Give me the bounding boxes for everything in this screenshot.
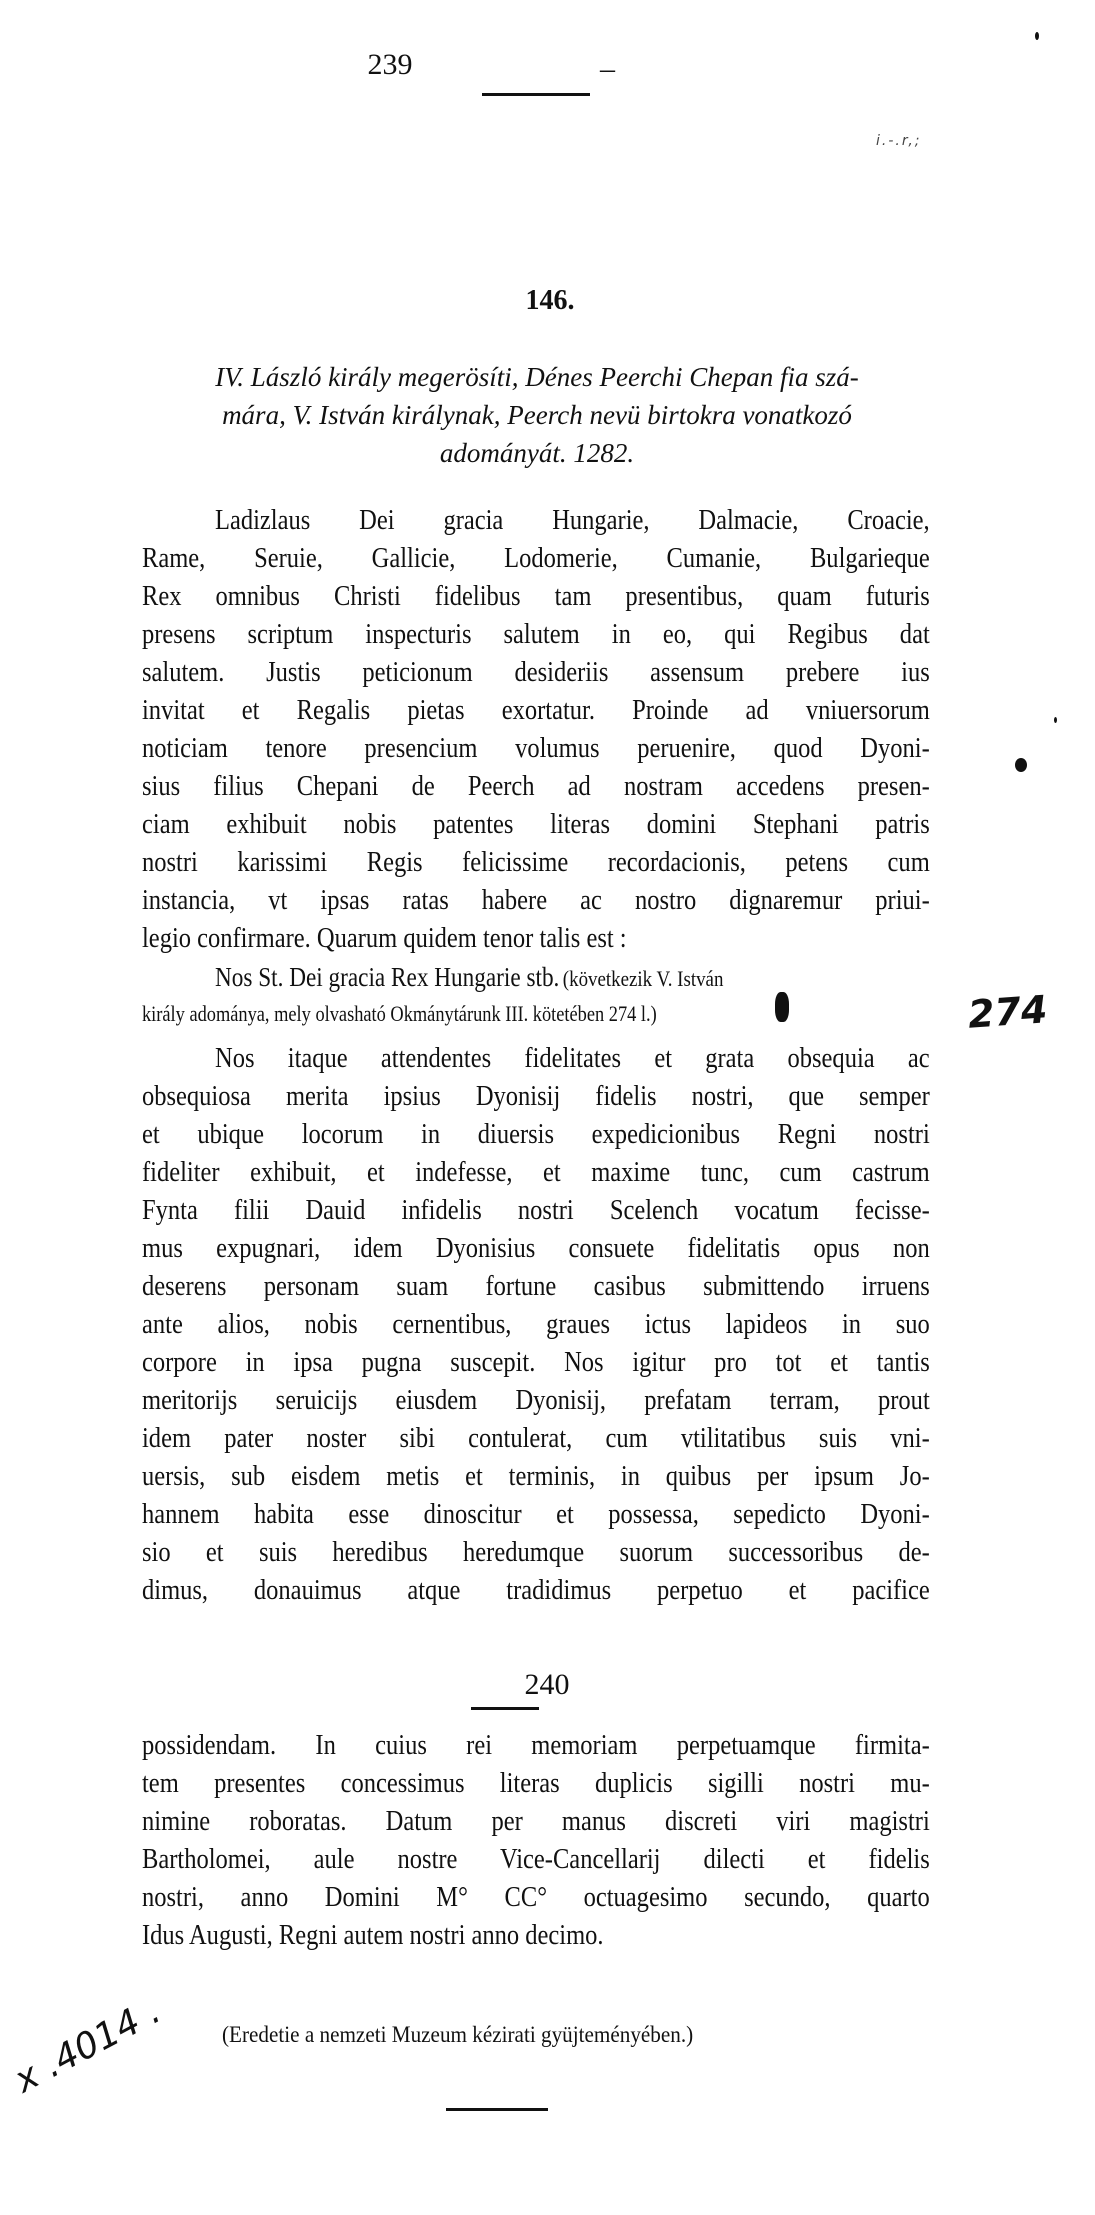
ink-dot [1015,758,1027,772]
body-line: hannem habita esse dinoscitur et possessa, sepedicto Dyoni- [142,1499,930,1530]
body-line: dimus, donauimus atque tradidimus perpetuo et pacifice [142,1575,930,1606]
margin-handwritten-number: 274 [966,987,1049,1037]
ink-dot [1054,717,1057,723]
heading-line: IV. László király megerösíti, Dénes Peerchi Chepan fia szá- [215,362,859,392]
body-line: Bartholomei, aule nostre Vice-Cancellarij dilecti et fidelis [142,1844,930,1875]
page-number: 239 [367,48,413,81]
body-line: ciam exhibuit nobis patentes literas domini Stephani patris [142,809,930,840]
insert-line-1 [215,962,723,993]
body-line: invitat et Regalis pietas exortatur. Proinde ad vniuersorum [142,695,930,726]
body-line: nostri karissimi Regis felicissime recordacionis, petens cum [142,847,930,878]
handwritten-annotation: x .4014 . [8,1990,168,2102]
body-line: corpore in ipsa pugna suscepit. Nos igitur pro tot et tantis [142,1347,930,1378]
body-line: salutem. Justis peticionum desideriis assensum prebere ius [142,657,930,688]
body-line: Rex omnibus Christi fidelibus tam presentibus, quam futuris [142,581,930,612]
body-line: Rame, Seruie, Gallicie, Lodomerie, Cumanie, Bulgarieque [142,543,930,574]
body-line: tem presentes concessimus literas duplicis sigilli nostri mu- [142,1768,930,1799]
body-line: ante alios, nobis cernentibus, graues ictus lapideos in suo [142,1309,930,1340]
heading-line: mára, V. István királynak, Peerch nevü birtokra vonatkozó [222,400,852,430]
body-line: Ladizlaus Dei gracia Hungarie, Dalmacie, Croacie, [215,505,930,536]
handwritten-scribble: i.-.r,; [876,133,922,149]
body-line: uersis, sub eisdem metis et terminis, in quibus per ipsum Jo- [142,1461,930,1492]
ink-blot [775,992,789,1022]
body-line: instancia, vt ipsas ratas habere ac nostro dignaremur priui- [142,885,930,916]
body-line: Fynta filii Dauid infidelis nostri Scelench vocatum fecisse- [142,1195,930,1226]
body-line: sius filius Chepani de Peerch ad nostram accedens presen- [142,771,930,802]
body-line: mus expugnari, idem Dyonisius consuete fidelitatis opus non [142,1233,930,1264]
ink-spot [1035,32,1039,40]
body-line: et ubique locorum in diuersis expedicionibus Regni nostri [142,1119,930,1150]
document-number: 146. [525,285,575,316]
body-line: fideliter exhibuit, et indefesse, et maxime tunc, cum castrum [142,1157,930,1188]
body-line: noticiam tenore presencium volumus peruenire, quod Dyoni- [142,733,930,764]
heading-line: adományát. 1282. [439,438,635,468]
body-line: obsequiosa merita ipsius Dyonisij fidelis nostri, que semper [142,1081,930,1112]
insert-line-2: király adománya, mely olvasható Okmánytárunk III. kötetében 274 l.) [142,1001,657,1026]
body-line: possidendam. In cuius rei memoriam perpetuamque firmita- [142,1730,930,1761]
page-number-2: 240 [524,1668,570,1701]
end-rule [446,2108,548,2111]
insert-note: (következik V. István [562,966,724,991]
document-heading [142,358,932,472]
body-line: presens scriptum inspecturis salutem in eo, qui Regibus dat [142,619,930,650]
body-line: Nos itaque attendentes fidelitates et grata obsequia ac [215,1043,930,1074]
body-line: sio et suis heredibus heredumque suorum successoribus de- [142,1537,930,1568]
body-line: meritorijs seruicijs eiusdem Dyonisij, prefatam terram, prout [142,1385,930,1416]
body-line: nostri, anno Domini M° CC° octuagesimo secundo, quarto [142,1882,930,1913]
page-number-rule [482,93,590,96]
insert-main: Nos St. Dei gracia Rex Hungarie stb. [215,962,560,992]
body-line: legio confirmare. Quarum quidem tenor talis est : [142,923,627,954]
body-line: deserens personam suam fortune casibus submittendo irruens [142,1271,930,1302]
source-note: (Eredetie a nemzeti Muzeum kézirati gyüjteményében.) [222,2022,694,2047]
body-line: idem pater noster sibi contulerat, cum vtilitatibus suis vni- [142,1423,930,1454]
body-line: nimine roboratas. Datum per manus discreti viri magistri [142,1806,930,1837]
page-number-2-rule [471,1707,539,1710]
body-line: Idus Augusti, Regni autem nostri anno decimo. [142,1920,604,1951]
dash-mark: – [600,52,615,85]
